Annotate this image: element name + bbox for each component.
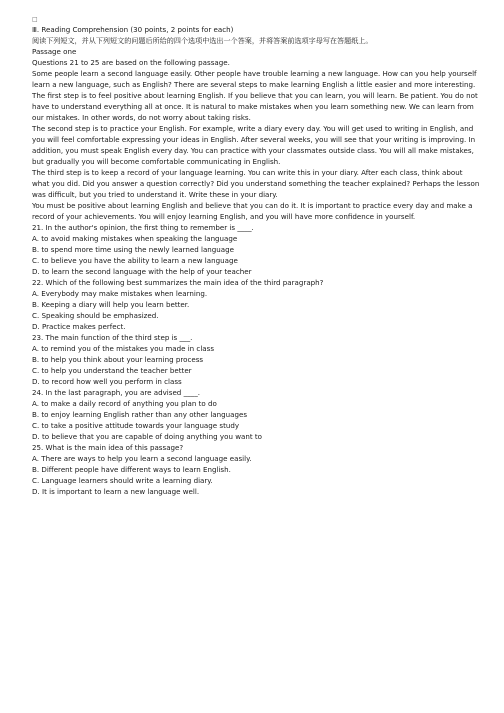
- passage-paragraph: Some people learn a second language easily. Other people have trouble learning a new language. How can you help yourself learn a new language, such as English? There are several steps to make learning English a little easier and more interesting.: [32, 69, 477, 89]
- answer-option: D. Practice makes perfect.: [32, 322, 126, 331]
- answer-option: B. to spend more time using the newly learned language: [32, 245, 234, 254]
- passage-label: Passage one: [32, 47, 77, 56]
- question-stem: 24. In the last paragraph, you are advised ____.: [32, 388, 201, 397]
- passage-paragraph: The third step is to keep a record of your language learning. You can write this in your diary. After each class, think about what you did. Did you answer a question correctly? Did you understand something the teacher explained? Perhaps the lesson was difficult, but you tried to understand it. Write these in your diary.: [32, 168, 480, 199]
- answer-option: D. to record how well you perform in class: [32, 377, 182, 386]
- question-stem: 25. What is the main idea of this passage?: [32, 443, 184, 452]
- answer-option: B. to help you think about your learning process: [32, 355, 204, 364]
- answer-option: D. It is important to learn a new language well.: [32, 487, 200, 496]
- answer-option: B. Different people have different ways to learn English.: [32, 465, 231, 474]
- question-stem: 22. Which of the following best summarizes the main idea of the third paragraph?: [32, 278, 324, 287]
- answer-option: A. There are ways to help you learn a second language easily.: [32, 454, 252, 463]
- answer-option: C. to take a positive attitude towards your language study: [32, 421, 240, 430]
- answer-option: C. to help you understand the teacher better: [32, 366, 192, 375]
- answer-option: D. to believe that you are capable of doing anything you want to: [32, 432, 262, 441]
- questions-intro: Questions 21 to 25 are based on the following passage.: [32, 58, 230, 67]
- answer-option: C. Speaking should be emphasized.: [32, 311, 159, 320]
- question-block: [32, 387, 480, 442]
- question-block: [32, 222, 480, 277]
- question-block: [32, 277, 480, 332]
- answer-option: A. to make a daily record of anything you plan to do: [32, 399, 217, 408]
- section-title: Ⅲ. Reading Comprehension (30 points, 2 points for each): [32, 25, 234, 34]
- answer-option: D. to learn the second language with the help of your teacher: [32, 267, 252, 276]
- answer-option: B. to enjoy learning English rather than any other languages: [32, 410, 248, 419]
- document-page: [32, 14, 480, 497]
- chinese-instruction: 阅读下列短文，并从下列短文的问题后所给的四个选项中选出一个答案，并将答案前选项字母写在答题纸上。: [32, 36, 373, 45]
- answer-option: A. to avoid making mistakes when speaking the language: [32, 234, 238, 243]
- passage-paragraph: The second step is to practice your English. For example, write a diary every day. You will get used to writing in English, and you will feel comfortable expressing your ideas in English. After several weeks, you will see that your writing is improving. In addition, you must speak English every day. You can practice with your classmates outside class. You will all make mistakes, but gradually you will become comfortable communicating in English.: [32, 124, 476, 166]
- answer-option: A. to remind you of the mistakes you made in class: [32, 344, 215, 353]
- answer-option: C. to believe you have the ability to learn a new language: [32, 256, 238, 265]
- question-block: [32, 442, 480, 497]
- passage-paragraph: The first step is to feel positive about learning English. If you believe that you can learn, you will learn. Be patient. You do not have to understand everything all at once. It is natural to make mistakes when you learn something new. We can learn from our mistakes. In other words, do not worry about taking risks.: [32, 91, 478, 122]
- answer-option: B. Keeping a diary will help you learn better.: [32, 300, 190, 309]
- question-stem: 23. The main function of the third step is ___.: [32, 333, 193, 342]
- question-stem: 21. In the author's opinion, the first thing to remember is ____.: [32, 223, 254, 232]
- answer-option: A. Everybody may make mistakes when learning.: [32, 289, 208, 298]
- page-marker: □: [32, 16, 38, 23]
- question-block: [32, 332, 480, 387]
- answer-option: C. Language learners should write a learning diary.: [32, 476, 213, 485]
- passage-paragraph: You must be positive about learning English and believe that you can do it. It is important to practice every day and make a record of your achievements. You will enjoy learning English, and you will have more confidence in yourself.: [32, 201, 473, 221]
